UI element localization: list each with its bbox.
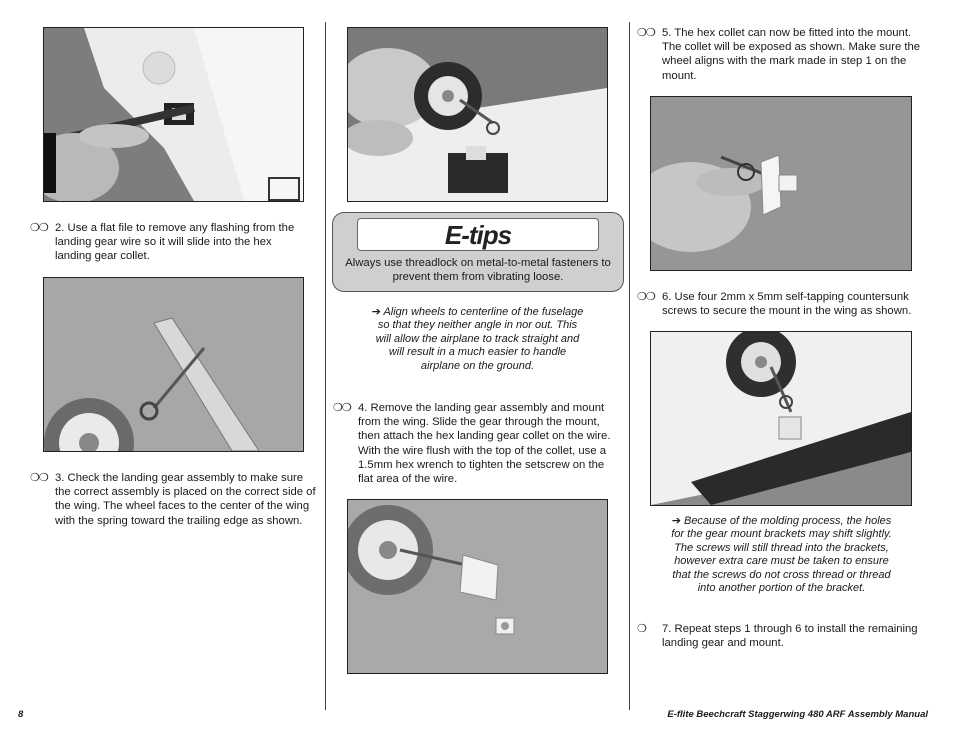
etips-box bbox=[332, 212, 624, 292]
note-align-wheels: ➔ Align wheels to centerline of the fuselage so that they neither angle in nor out. This will allow the airplane to track straight and will result in a much easier to handle airplane on the ground. bbox=[371, 306, 584, 372]
etips-logo: E-tips bbox=[444, 220, 512, 250]
step-6-checkboxes[interactable]: ❍❍ bbox=[637, 291, 655, 303]
photo-filing-gear-wire bbox=[43, 27, 304, 202]
photo-wheel-mount-collet bbox=[347, 499, 608, 674]
note-molding-process: ➔ Because of the molding process, the holes for the gear mount brackets may shift slightly. The screws will still thread into the brackets, however extra care must be taken to ensure that the screws do not cross thread or thread into another portion of the bracket. bbox=[671, 515, 892, 595]
step-7 bbox=[637, 622, 927, 650]
etips-text: Always use threadlock on metal-to-metal fasteners to prevent them from vibrating loose. bbox=[345, 257, 611, 283]
step-3-text: 3. Check the landing gear assembly to make sure the correct assembly is placed on the correct side of the wing. The wheel faces to the center of the wing with the spring toward the trailing edge as shown. bbox=[55, 472, 316, 527]
photo-mount-screwed-in-wing bbox=[650, 331, 912, 506]
step-7-checkbox[interactable]: ❍ bbox=[637, 623, 646, 635]
step-4-checkboxes[interactable]: ❍❍ bbox=[333, 402, 351, 414]
photo-collet-in-mount bbox=[650, 96, 912, 271]
column-divider-left bbox=[325, 22, 326, 710]
page-number: 8 bbox=[18, 709, 24, 720]
step-5-checkboxes[interactable]: ❍❍ bbox=[637, 27, 655, 39]
step-2-checkboxes[interactable]: ❍❍ bbox=[30, 222, 48, 234]
step-5 bbox=[637, 26, 927, 83]
step-4-text: 4. Remove the landing gear assembly and mount from the wing. Slide the gear through the mount, then attach the hex landing gear collet on the wire. With the wire flush with the top of the collet, use a 1.5mm hex wrench to tighten the setscrew on the flat area of the wire. bbox=[358, 402, 611, 486]
photo-gear-wire-wheel bbox=[43, 277, 304, 452]
step-3 bbox=[30, 471, 320, 528]
step-6 bbox=[637, 290, 927, 318]
step-4 bbox=[333, 401, 621, 486]
step-7-text: 7. Repeat steps 1 through 6 to install the remaining landing gear and mount. bbox=[662, 623, 918, 650]
photo-wheel-in-wing bbox=[347, 27, 608, 202]
footer-manual-title: E-flite Beechcraft Staggerwing 480 ARF Assembly Manual bbox=[667, 709, 928, 720]
etips-logo-frame bbox=[357, 218, 599, 251]
step-3-checkboxes[interactable]: ❍❍ bbox=[30, 472, 48, 484]
step-2-text: 2. Use a flat file to remove any flashing from the landing gear wire so it will slide into the hex landing gear collet. bbox=[55, 222, 295, 263]
step-6-text: 6. Use four 2mm x 5mm self-tapping countersunk screws to secure the mount in the wing as shown. bbox=[662, 291, 912, 318]
step-2 bbox=[30, 221, 310, 264]
column-divider-right bbox=[629, 22, 630, 710]
step-5-text: 5. The hex collet can now be fitted into the mount. The collet will be exposed as shown. Make sure the wheel aligns with the mark made in step 1 on the mount. bbox=[662, 27, 921, 82]
